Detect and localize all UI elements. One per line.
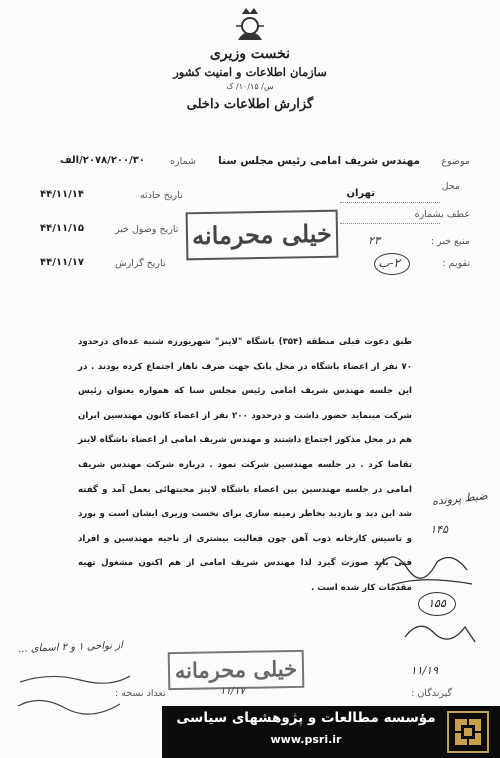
source-label: منبع خبر :	[430, 236, 470, 247]
report-date-label: تاریخ گزارش	[115, 258, 166, 269]
header-title: نخست وزیری	[209, 46, 291, 62]
place-label: محل	[441, 181, 460, 192]
margin-note-3: ۱۵۵	[418, 592, 456, 616]
header-organization: سازمان اطلاعات و امنیت کشور	[173, 65, 327, 79]
evaluation-label: تقویم :	[442, 258, 470, 269]
place-value: تهران	[346, 188, 375, 199]
received-date-label: تاریخ وصول خبر	[115, 224, 179, 235]
event-date-value: ۴۴/۱۱/۱۴	[40, 189, 84, 200]
handwritten-signature-icon	[372, 540, 482, 595]
classification-stamp-bottom: خیلی محرمانه	[168, 650, 305, 690]
report-date-value: ۴۴/۱۱/۱۷	[40, 257, 84, 268]
report-body: طبق دعوت قبلی منطقه (۳۵۴) باشگاه "لاینز" شهریورزه شنبه عده‌ای درحدود ۷۰ نفر از اعضاء باشگاه در محل بانک جهت صرف ناهار اجتماع کرده بودند . در این جلسه مهندس شریف امامی رئیس مجلس سنا که همواره بعنوان رئیس شرکت مینماید حضور داشت و درحدود ۲۰۰ نفر از اعضاء کانون مهندسین ایران هم در محل مذکور اجتماع داشتند و مهندس شریف امامی از اعضاء باشگاه لاینز تقاضا کرد . در جلسه مهندسین شرکت نمود . درباره شرکت مهندس شریف امامی در جلسه مهندسین بین اعضاء باشگاه لاینز محبتهائی بعمل آمد و گفته شد این دید و بازدید بخاطر زمینه سازی برای نخست وزیری ایشان است و بورد و تاسیس کارخانه ذوب آهن چون فعالیت بیشتری از ناحیه مهندسین و افراد فنی باید صورت گیرد لذا مهندس شریف امامی از هم اکنون مشغول تهیه مقدمات کار شده است .	[78, 337, 413, 593]
evaluation-circle	[374, 253, 410, 275]
margin-note-1: ضبط پرونده	[431, 489, 489, 508]
copies-label: تعداد نسخه :	[115, 688, 166, 699]
handwritten-initials-icon	[395, 612, 485, 652]
attachment-label: عطف بشماره	[414, 209, 470, 220]
received-date-value: ۴۴/۱۱/۱۵	[40, 223, 84, 234]
subject-label: موضوع	[441, 156, 470, 167]
subject-value: مهندس شریف امامی رئیس مجلس سنا	[218, 155, 420, 167]
header-report-title: گزارش اطلاعات داخلی	[186, 97, 314, 112]
attachment-line	[340, 223, 440, 224]
footer-institute-name: مؤسسه مطالعات و پژوهشهای سیاسی	[176, 710, 436, 726]
margin-note-2: ۱۴۵	[430, 523, 448, 536]
classification-stamp-top: خیلی محرمانه	[186, 210, 339, 261]
handwritten-note-bottom: از نواحی ۱ و ۲ اسمای ...	[17, 640, 124, 655]
evaluation-value: ۲-ب	[378, 256, 400, 270]
footer-url[interactable]: www.psri.ir	[270, 733, 342, 746]
event-date-label: تاریخ حادثه	[140, 190, 183, 201]
header-reference: س/ ۱۰/۱۵/ ک	[226, 82, 274, 91]
recipients-label: گیرندگان :	[411, 688, 452, 699]
source-value: ۲۳	[368, 234, 380, 247]
margin-note-4: ۱۱/۱۹	[410, 664, 438, 677]
number-value: ۲۰۷۸/۲۰۰/۳۰/الف	[60, 155, 145, 166]
handwritten-scribble-icon	[10, 664, 140, 724]
number-label: شماره	[170, 156, 196, 167]
place-line	[340, 202, 440, 203]
lion-and-sun-emblem-icon	[228, 6, 272, 46]
institute-logo-icon	[447, 711, 489, 753]
handwritten-date-bottom: ۱۱/۱۷	[220, 686, 245, 697]
